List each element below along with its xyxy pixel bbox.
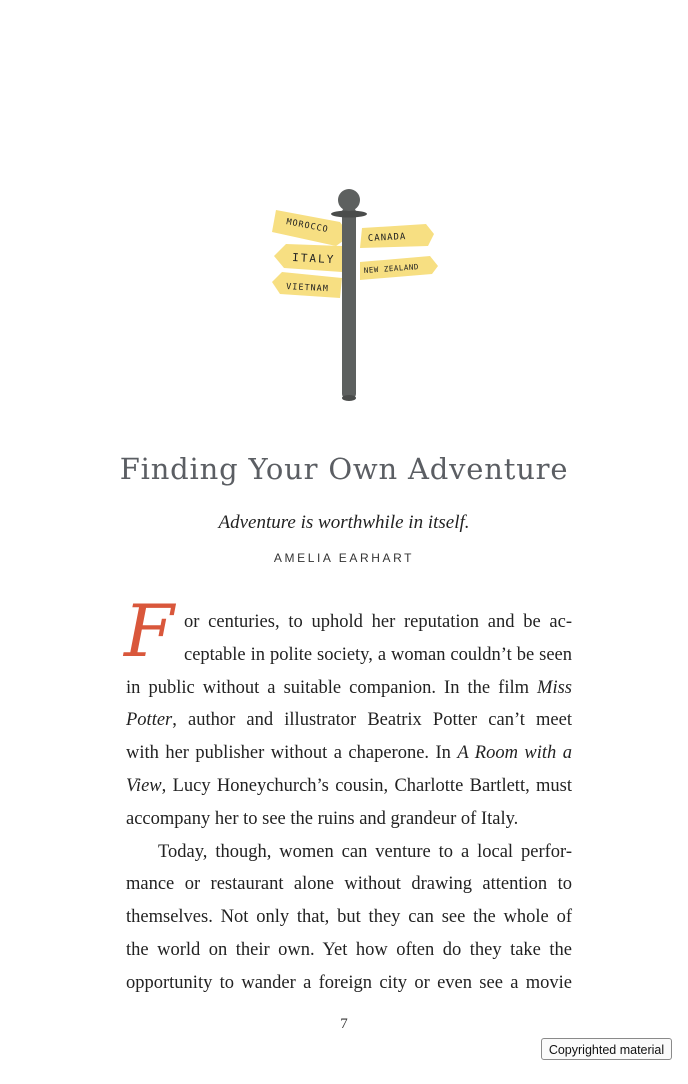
chapter-title: Finding Your Own Adventure [119,452,569,486]
sign-canada [360,224,434,248]
sign-label-italy: ITALY [291,251,336,267]
epigraph-quote: Adventure is worthwhile in itself. [218,512,470,533]
italic-title: A Room with a [457,743,572,764]
epigraph-author: AMELIA EARHART [273,551,415,565]
text-line: in public without a suitable companion. In the film Miss [126,677,572,698]
text-line: ceptable in polite society, a woman couldn’t be seen [184,644,572,665]
dropcap-letter [120,598,188,664]
copyright-badge: Copyrighted material [541,1038,672,1060]
text-line: Potter, author and illustrator Beatrix Potter can’t meet [126,710,572,731]
sign-vietnam [272,272,342,298]
sign-label-morocco: MOROCCO [285,217,330,236]
signpost-illustration [262,188,442,402]
italic-title: Miss [537,677,572,698]
paragraph-2 [126,836,572,1000]
text-line: opportunity to wander a foreign city or even see a movie [126,972,572,993]
paragraph-1 [126,606,572,836]
text-line: themselves. Not only that, but they can see the whole of [126,907,572,928]
text-line: accompany her to see the ruins and grandeur of Italy. [126,808,519,829]
text-line: View, Lucy Honeychurch’s cousin, Charlotte Bartlett, must [126,775,572,796]
sign-new-zealand [360,256,438,280]
page-number: 7 [340,1016,348,1032]
text-line: or centuries, to uphold her reputation and be ac- [184,612,572,632]
sign-label-new-zealand: NEW ZEALAND [363,262,420,275]
italic-title: Potter [126,710,173,731]
sign-italy [274,244,350,272]
chapter-body [124,598,572,1000]
sign-label-vietnam: VIETNAM [285,282,330,295]
text-line: with her publisher without a chaperone. In A Room with a [126,743,572,764]
text-line: Today, though, women can venture to a local perfor- [158,841,572,862]
italic-title: View [126,775,162,796]
dropcap-glyph: F [124,598,174,664]
text-line: mance or restaurant alone without drawing attention to [126,874,572,895]
text-line: the world on their own. Yet how often do they take the [126,939,572,960]
sign-label-canada: CANADA [367,231,407,244]
